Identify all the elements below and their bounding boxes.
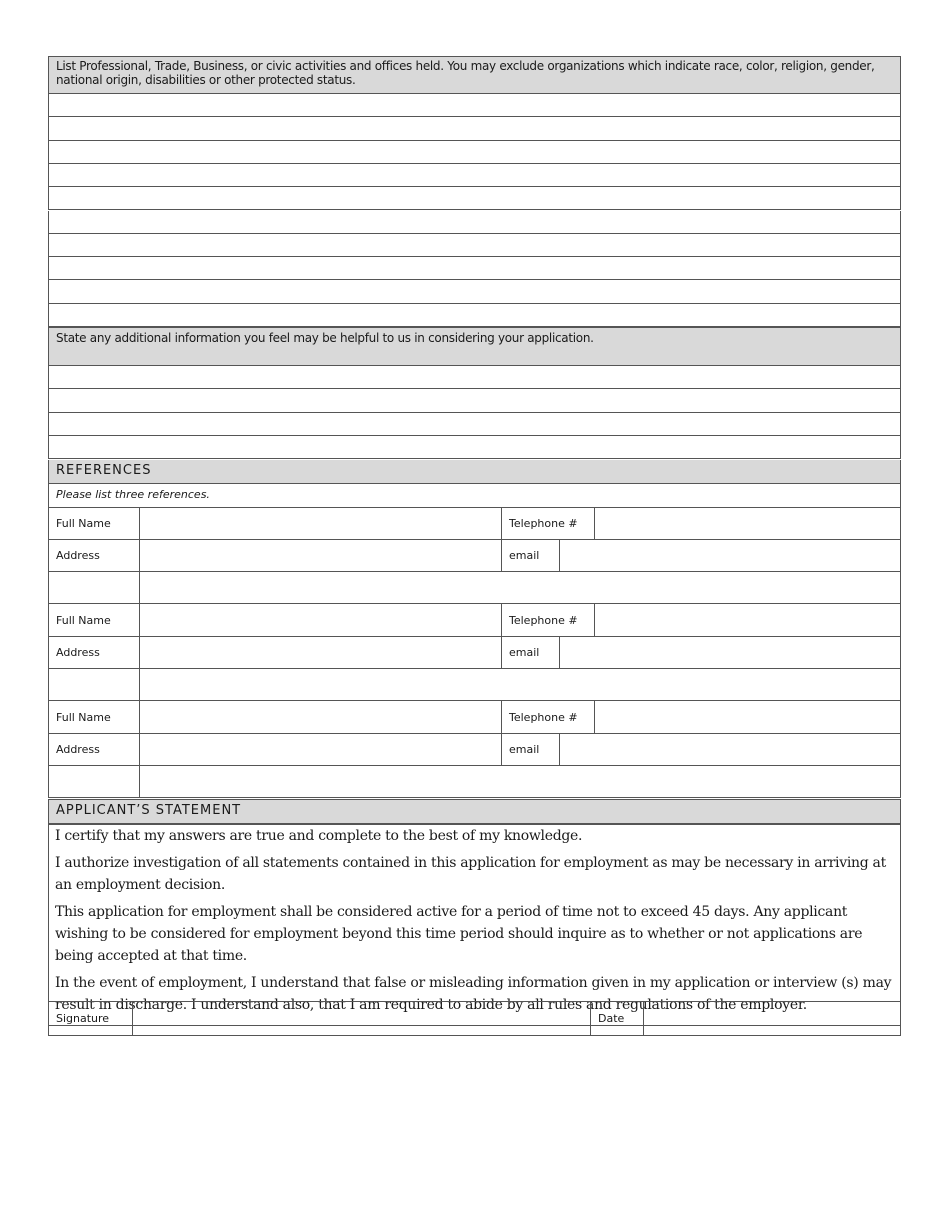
activities-line[interactable] <box>48 94 901 117</box>
additional-info-prompt: State any additional information you feel may be helpful to us in considering your application. <box>48 327 901 366</box>
reference-3-name-row <box>48 701 901 734</box>
email-field[interactable] <box>559 540 900 571</box>
activities-prompt: List Professional, Trade, Business, or civic activities and offices held. You may exclude organizations which indicate race, color, religion, gender, national origin, disabilities or other protected status. <box>48 56 901 94</box>
address-line2-field[interactable] <box>139 669 900 700</box>
statement-section <box>48 799 901 825</box>
date-field[interactable] <box>643 1002 900 1035</box>
blank-label-cell <box>49 572 139 603</box>
address-field[interactable] <box>139 637 501 668</box>
address-label: Address <box>56 549 100 562</box>
activities-line[interactable] <box>48 117 901 140</box>
email-field[interactable] <box>559 637 900 668</box>
reference-1-address-row <box>48 539 901 572</box>
signature-label: Signature <box>56 1012 110 1025</box>
full-name-label: Full Name <box>56 613 111 627</box>
address-line2-field[interactable] <box>139 766 900 797</box>
telephone-label: Telephone # <box>501 701 594 733</box>
reference-2-address-row <box>48 636 901 669</box>
blank-label-cell <box>49 766 139 797</box>
activities-line[interactable] <box>48 211 901 234</box>
email-label: email <box>501 637 559 668</box>
telephone-field[interactable] <box>594 604 900 636</box>
activities-line[interactable] <box>48 234 901 257</box>
reference-2-name-row <box>48 604 901 637</box>
address-label: Address <box>56 646 100 659</box>
telephone-label: Telephone # <box>501 507 594 539</box>
full-name-field[interactable] <box>139 604 551 636</box>
statement-body <box>48 823 901 1026</box>
activities-line[interactable] <box>48 141 901 164</box>
references-instruction: Please list three references. <box>48 484 901 508</box>
telephone-label: Telephone # <box>501 604 594 636</box>
activities-line[interactable] <box>48 164 901 187</box>
full-name-field[interactable] <box>139 507 551 539</box>
references-heading: REFERENCES <box>49 460 900 484</box>
address-label: Address <box>56 743 100 756</box>
reference-1-name-row <box>48 507 901 540</box>
reference-1-address-line2-row <box>48 571 901 604</box>
statement-paragraph: I authorize investigation of all statements contained in this application for employment as may be necessary in arriving at an employment decision. <box>55 855 886 893</box>
address-field[interactable] <box>139 540 501 571</box>
reference-2-address-line2-row <box>48 668 901 701</box>
statement-paragraph: In the event of employment, I understand that false or misleading information given in my application or interview (s) may result in discharge. I understand also, that I am required to abide by all rules and regulations of the employer. <box>55 975 892 1013</box>
additional-info-line[interactable] <box>48 366 901 389</box>
full-name-label: Full Name <box>56 516 111 530</box>
activities-line[interactable] <box>48 257 901 280</box>
reference-3-address-line2-row <box>48 765 901 798</box>
additional-info-line[interactable] <box>48 413 901 436</box>
address-field[interactable] <box>139 734 501 765</box>
statement-heading: APPLICANT’S STATEMENT <box>49 800 900 824</box>
telephone-field[interactable] <box>594 701 900 733</box>
date-label: Date <box>590 1002 643 1035</box>
statement-paragraph: I certify that my answers are true and complete to the best of my knowledge. <box>55 828 583 844</box>
activities-line[interactable] <box>48 187 901 210</box>
statement-paragraph: This application for employment shall be considered active for a period of time not to exceed 45 days. Any applicant wishing to be considered for employment beyond this time period should inquire as to whether or not applications are being accepted at that time. <box>55 904 863 964</box>
full-name-field[interactable] <box>139 701 551 733</box>
activities-line[interactable] <box>48 280 901 303</box>
address-line2-field[interactable] <box>139 572 900 603</box>
additional-info-line[interactable] <box>48 436 901 459</box>
email-field[interactable] <box>559 734 900 765</box>
reference-3-address-row <box>48 733 901 766</box>
blank-label-cell <box>49 669 139 700</box>
email-label: email <box>501 540 559 571</box>
activities-line[interactable] <box>48 304 901 327</box>
signature-field[interactable] <box>132 1002 590 1035</box>
signature-row <box>48 1001 901 1036</box>
additional-info-line[interactable] <box>48 389 901 412</box>
telephone-field[interactable] <box>594 507 900 539</box>
email-label: email <box>501 734 559 765</box>
full-name-label: Full Name <box>56 710 111 724</box>
references-section <box>48 460 901 484</box>
